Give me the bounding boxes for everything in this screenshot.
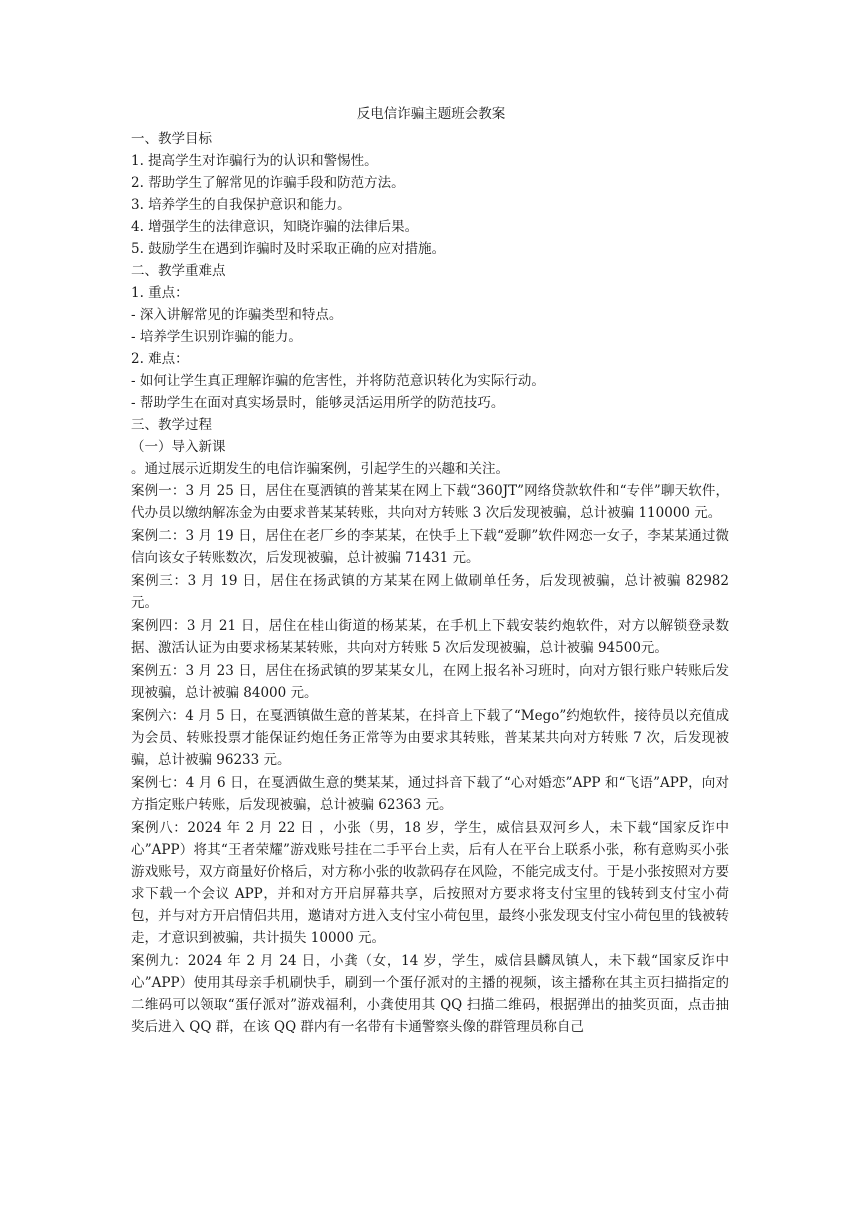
page-title: 反电信诈骗主题班会教案 xyxy=(356,106,506,122)
case-paragraph: 案例二：3 月 19 日，居住在老厂乡的李某某，在快手上下载“爱聊”软件网恋一女子，李某某通过微信向该女子转账数次，后发现被骗，总计被骗 71431 元。 xyxy=(131,528,729,566)
case-paragraph: 案例一：3 月 25 日，居住在戛洒镇的普某某在网上下载“360JT”网络贷款软件和“专伴”聊天软件，代办员以缴纳解冻金为由要求普某某转账，共向对方转账 3 次后发现被骗，总计被骗 110000 元。 xyxy=(131,483,729,521)
goal-item: 5. 鼓励学生在遇到诈骗时及时采取正确的应对措施。 xyxy=(131,241,446,257)
case-paragraph: 案例三：3 月 19 日，居住在扬武镇的方某某在网上做刷单任务，后发现被骗，总计被骗 82982元。 xyxy=(131,573,729,611)
case-paragraph: 案例七：4 月 6 日，在戛洒做生意的樊某某，通过抖音下载了“心对婚恋”APP 和“飞语”APP，向对方指定账户转账，后发现被骗，总计被骗 62363 元。 xyxy=(131,775,729,813)
case-paragraph: 案例六：4 月 5 日，在戛洒镇做生意的普某某，在抖音上下载了“Mego”约炮软件，接待员以充值成为会员、转账投票才能保证约炮任务正常等为由要求其转账，普某某共向对方转账 7 次，后发现被骗，总计被骗 96233 元。 xyxy=(131,708,729,768)
difficult-point-item: - 如何让学生真正理解诈骗的危害性，并将防范意识转化为实际行动。 xyxy=(131,373,545,389)
case-paragraph: 案例九：2024 年 2 月 24 日，小龚（女，14 岁，学生，威信县麟凤镇人，未下载“国家反诈中心”APP）使用其母亲手机刷快手，刷到一个蛋仔派对的主播的视频，该主播称在其主页扫描指定的二维码可以领取“蛋仔派对”游戏福利，小龚使用其 QQ 扫描二维码，根据弹出的抽奖页面，点击抽奖后进入 QQ 群，在该 QQ 群内有一名带有卡通警察头像的群管理员称自己 xyxy=(131,953,729,1035)
case-paragraph: 案例五：3 月 23 日，居住在扬武镇的罗某某女儿，在网上报名补习班时，向对方银行账户转账后发现被骗，总计被骗 84000 元。 xyxy=(131,663,729,701)
difficult-points-label: 2. 难点： xyxy=(131,351,189,367)
case-paragraph: 案例四：3 月 21 日，居住在桂山街道的杨某某，在手机上下载安装约炮软件，对方以解锁登录数据、激活认证为由要求杨某某转账，共向对方转账 5 次后发现被骗，总计被骗 94500元。 xyxy=(131,618,729,656)
case-paragraph: 案例八：2024 年 2 月 22 日 ，小张（男，18 岁，学生，威信县双河乡人，未下载“国家反诈中心”APP）将其“王者荣耀”游戏账号挂在二手平台上卖，后有人在平台上联系小张，称有意购买小张游戏账号，双方商量好价格后，对方称小张的收款码存在风险，不能完成支付。于是小张按照对方要求下载一个会议 APP，并和对方开启屏幕共享，后按照对方要求将支付宝里的钱转到支付宝小荷包，并与对方开启情侣共用，邀请对方进入支付宝小荷包里，最终小张发现支付宝小荷包里的钱被转走，才意识到被骗，共计损失 10000 元。 xyxy=(131,820,729,946)
document-page xyxy=(131,102,729,1039)
goal-item: 3. 培养学生的自我保护意识和能力。 xyxy=(131,197,351,213)
process-sub-heading: （一）导入新课 xyxy=(131,439,226,455)
section-heading-process: 三、教学过程 xyxy=(131,417,212,433)
process-intro: 。通过展示近期发生的电信诈骗案例，引起学生的兴趣和关注。 xyxy=(131,461,509,477)
section-heading-key-difficult: 二、教学重难点 xyxy=(131,263,226,279)
key-point-item: - 深入讲解常见的诈骗类型和特点。 xyxy=(131,307,343,323)
goal-item: 1. 提高学生对诈骗行为的认识和警惕性。 xyxy=(131,153,378,169)
goal-item: 4. 增强学生的法律意识，知晓诈骗的法律后果。 xyxy=(131,219,419,235)
key-point-item: - 培养学生识别诈骗的能力。 xyxy=(131,329,302,345)
key-points-label: 1. 重点： xyxy=(131,285,189,301)
difficult-point-item: - 帮助学生在面对真实场景时，能够灵活运用所学的防范技巧。 xyxy=(131,395,505,411)
goal-item: 2. 帮助学生了解常见的诈骗手段和防范方法。 xyxy=(131,175,405,191)
section-heading-goals: 一、教学目标 xyxy=(131,131,212,147)
